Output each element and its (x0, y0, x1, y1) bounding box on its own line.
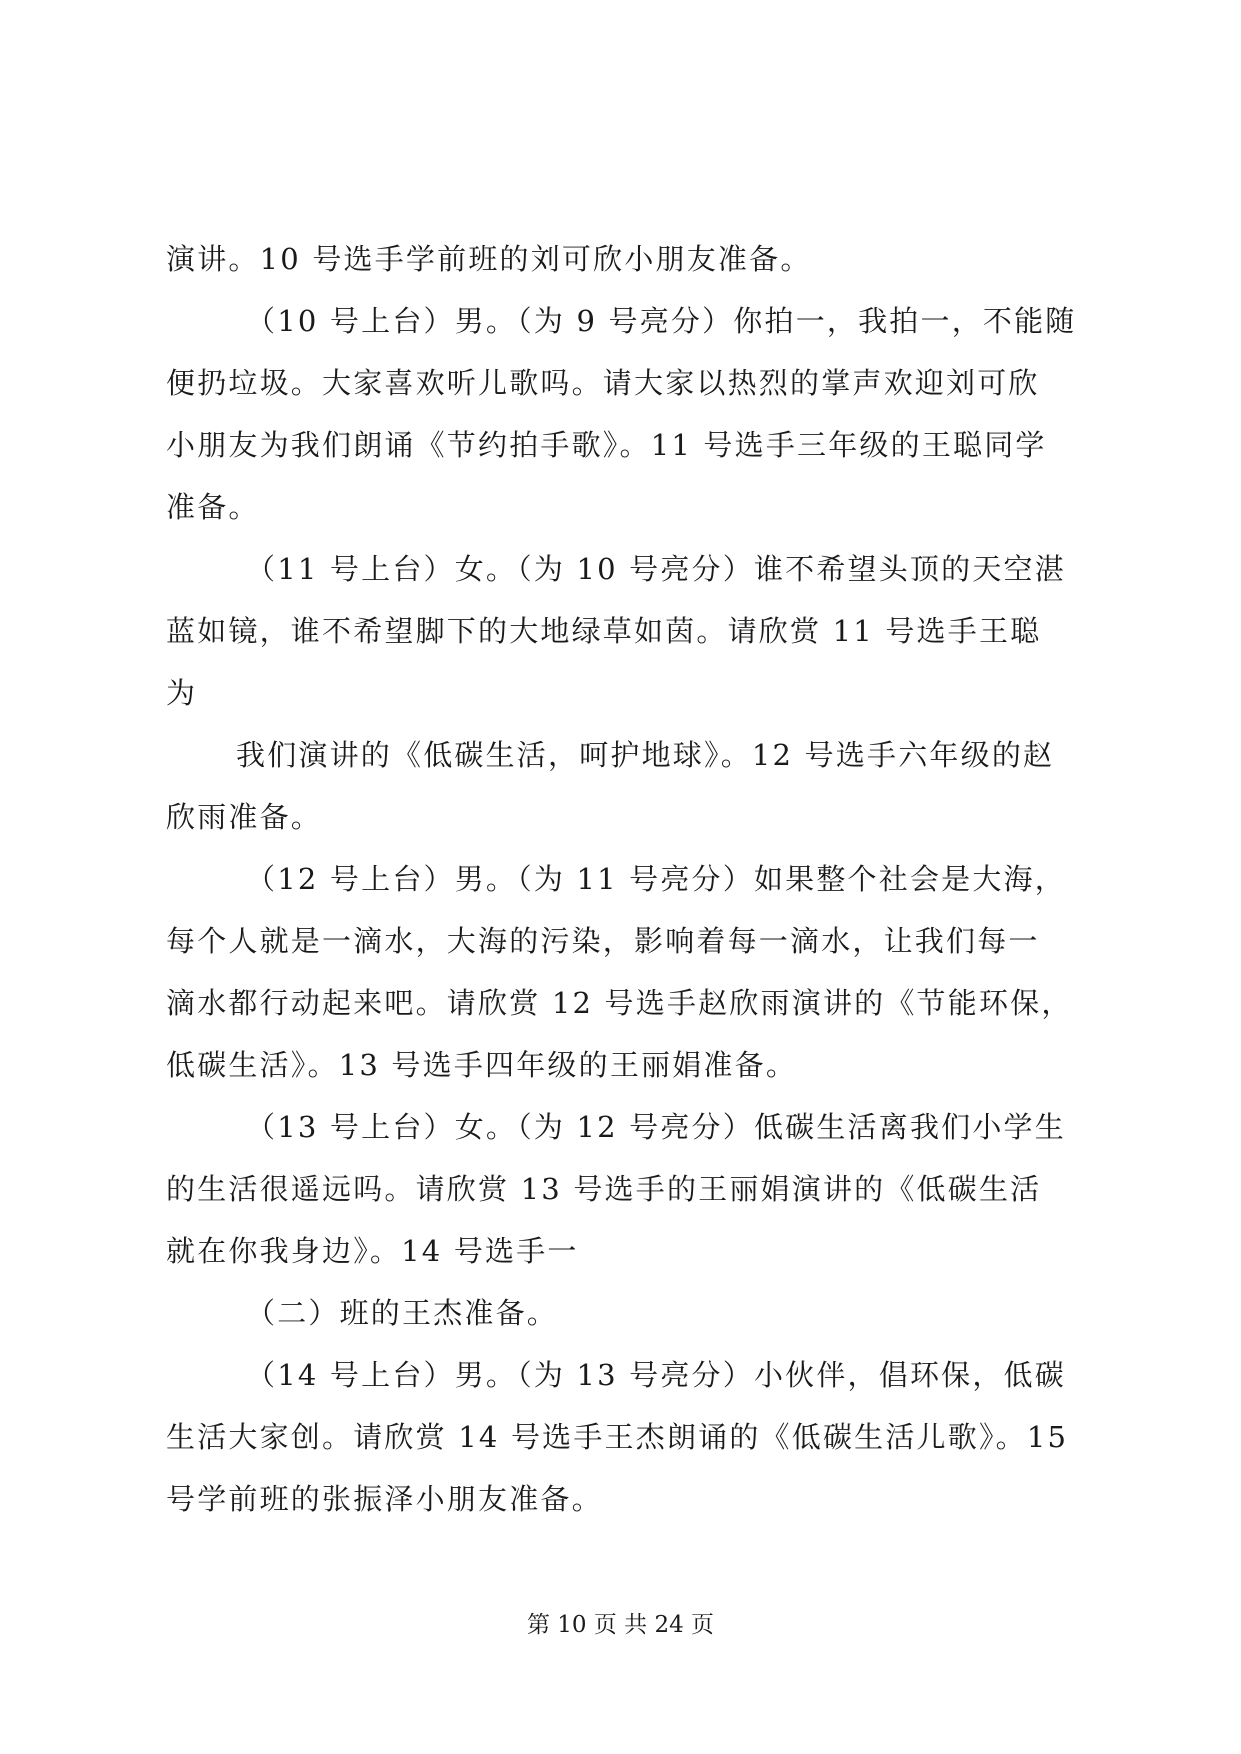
text-line: 便扔垃圾。大家喜欢听儿歌吗。请大家以热烈的掌声欢迎刘可欣 (166, 366, 1040, 400)
text-line: （11 号上台）女。（为 10 号亮分）谁不希望头顶的天空湛 (246, 552, 1066, 586)
page-number: 第 10 页 共 24 页 (526, 1612, 715, 1638)
body-text (166, 228, 1086, 1530)
text-line: 低碳生活》。13 号选手四年级的王丽娟准备。 (166, 1048, 798, 1082)
text-line: （12 号上台）男。（为 11 号亮分）如果整个社会是大海， (246, 862, 1066, 896)
text-line: 就在你我身边》。14 号选手一 (166, 1234, 579, 1268)
text-line: 滴水都行动起来吧。请欣赏 12 号选手赵欣雨演讲的《节能环保， (166, 986, 1073, 1020)
text-line: 我们演讲的《低碳生活，呵护地球》。12 号选手六年级的赵 (236, 738, 1055, 772)
text-line: （14 号上台）男。（为 13 号亮分）小伙伴，倡环保，低碳 (246, 1358, 1066, 1392)
page-footer (0, 1610, 1241, 1640)
text-line: 欣雨准备。 (166, 800, 323, 834)
text-line: 号学前班的张振泽小朋友准备。 (166, 1482, 603, 1516)
text-line: 的生活很遥远吗。请欣赏 13 号选手的王丽娟演讲的《低碳生活 (166, 1172, 1042, 1206)
text-line: 蓝如镜，谁不希望脚下的大地绿草如茵。请欣赏 11 号选手王聪 (166, 614, 1042, 648)
text-line: （10 号上台）男。（为 9 号亮分）你拍一，我拍一，不能随 (246, 304, 1077, 338)
text-line: 生活大家创。请欣赏 14 号选手王杰朗诵的《低碳生活儿歌》。15 (166, 1420, 1069, 1454)
text-line: 为 (166, 676, 198, 710)
text-line: 准备。 (166, 490, 260, 524)
text-line: 小朋友为我们朗诵《节约拍手歌》。11 号选手三年级的王聪同学 (166, 428, 1047, 462)
text-line: （13 号上台）女。（为 12 号亮分）低碳生活离我们小学生 (246, 1110, 1066, 1144)
text-line: （二）班的王杰准备。 (246, 1296, 559, 1330)
text-line: 每个人就是一滴水，大海的污染，影响着每一滴水，让我们每一 (166, 924, 1040, 958)
text-line: 演讲。10 号选手学前班的刘可欣小朋友准备。 (166, 242, 812, 276)
